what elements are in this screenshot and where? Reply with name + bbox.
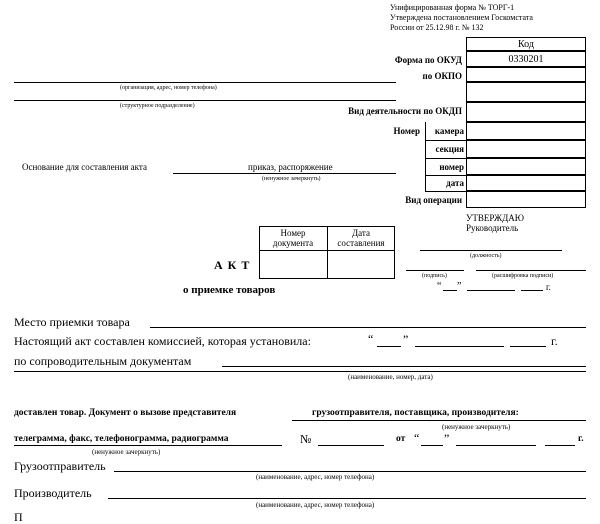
signature-caption: (подпись) bbox=[422, 273, 447, 279]
form-header-line3: России от 25.12.98 г. № 132 bbox=[390, 23, 484, 32]
nenuzhnoe-caption-1: (ненужное зачеркнуть) bbox=[442, 423, 511, 431]
ot-label: от bbox=[396, 434, 406, 444]
basis-line bbox=[173, 173, 396, 174]
approve-month-line bbox=[467, 290, 515, 291]
ot-quote-open: “ bbox=[414, 431, 420, 445]
ot-year-label: г. bbox=[578, 434, 584, 444]
okpo-label: по ОКПО bbox=[422, 71, 462, 81]
department-caption: (структурное подразделение) bbox=[120, 103, 195, 109]
telegramma-line bbox=[14, 445, 282, 446]
divider bbox=[425, 158, 466, 159]
kamera-value-cell bbox=[466, 122, 586, 140]
form-header-line1: Унифицированная форма № ТОРГ-1 bbox=[390, 3, 515, 12]
okdp-label: Вид деятельности по ОКДП bbox=[348, 106, 462, 116]
kod-header-cell bbox=[466, 37, 586, 51]
commission-quote-open: “ bbox=[368, 332, 374, 346]
form-header-line2: Утверждена постановлением Госкомстата bbox=[390, 13, 533, 22]
ot-year-line bbox=[545, 445, 575, 446]
ot-month-line bbox=[456, 445, 536, 446]
sekciya-label: секция bbox=[435, 144, 464, 154]
approve-year-line bbox=[521, 290, 543, 291]
soprovod-caption: (наименование, номер, дата) bbox=[348, 373, 433, 381]
okdp-value-cell bbox=[466, 102, 586, 122]
soprovod-line bbox=[222, 366, 586, 367]
department-line bbox=[14, 100, 396, 101]
approve-day-line bbox=[443, 290, 457, 291]
okpo-value-cell bbox=[466, 67, 586, 82]
next-line-label: П bbox=[14, 510, 23, 524]
gruzootpr-options: грузоотправителя, поставщика, производителя: bbox=[312, 408, 519, 418]
basis-value: приказ, распоряжение bbox=[248, 162, 333, 172]
soprovod-line-2 bbox=[14, 371, 586, 372]
rukovoditel-label: Руководитель bbox=[466, 223, 519, 233]
vid-operacii-value-cell bbox=[466, 191, 586, 208]
commission-day-line bbox=[377, 346, 401, 347]
proizvoditel-label: Производитель bbox=[14, 486, 92, 500]
doc-number-header: Номер документа bbox=[272, 228, 314, 248]
approve-quote-open: “ bbox=[437, 281, 442, 292]
commission-year-line bbox=[510, 346, 546, 347]
commission-year-label: г. bbox=[551, 334, 558, 348]
okud-value-cell bbox=[466, 51, 586, 67]
nenuzhnoe-caption-2: (ненужное зачеркнуть) bbox=[92, 448, 161, 456]
position-line bbox=[420, 250, 562, 251]
divider bbox=[425, 191, 466, 192]
signature-line bbox=[406, 270, 464, 271]
ot-day-line bbox=[421, 445, 443, 446]
signature-decode-line bbox=[476, 270, 586, 271]
basis-label: Основание для составления акта bbox=[22, 162, 147, 172]
proizvoditel-caption: (наименование, адрес, номер телефона) bbox=[256, 501, 375, 509]
nomer-value-cell bbox=[466, 158, 586, 175]
gruzootpravitel-label: Грузоотправитель bbox=[14, 459, 106, 473]
divider bbox=[425, 175, 466, 176]
commission-quote-close: ” bbox=[403, 332, 409, 346]
okud-value: 0330201 bbox=[508, 54, 544, 65]
okud-label: Форма по ОКУД bbox=[394, 55, 462, 65]
proizvoditel-line bbox=[108, 498, 586, 499]
mesto-label: Место приемки товара bbox=[14, 315, 130, 329]
gruzootpravitel-caption: (наименование, адрес, номер телефона) bbox=[256, 473, 375, 481]
act-subtitle: о приемке товаров bbox=[183, 284, 276, 296]
organization-caption: (организация, адрес, номер телефона) bbox=[120, 85, 217, 91]
dostavlen-label: доставлен товар. Документ о вызове представителя bbox=[14, 408, 237, 418]
gruzootpravitel-line bbox=[114, 471, 586, 472]
position-caption: (должность) bbox=[470, 253, 502, 259]
approve-year-label: г. bbox=[546, 282, 551, 292]
approve-quote-close: ” bbox=[457, 281, 462, 292]
divider bbox=[259, 250, 395, 251]
commission-label: Настоящий акт составлен комиссией, которая установила: bbox=[14, 334, 311, 348]
commission-month-line bbox=[415, 346, 504, 347]
document-number-line bbox=[318, 445, 384, 446]
ot-quote-close: ” bbox=[444, 431, 450, 445]
divider bbox=[425, 140, 466, 141]
telegramma-options: телеграмма, факс, телефонограмма, радиограмма bbox=[14, 434, 229, 444]
blank-code-cell-1 bbox=[466, 82, 586, 102]
nomer-label: номер bbox=[439, 162, 464, 172]
sekciya-value-cell bbox=[466, 140, 586, 158]
data-label: дата bbox=[446, 178, 464, 188]
mesto-line bbox=[150, 327, 586, 328]
organization-line bbox=[14, 82, 396, 83]
kod-label: Код bbox=[518, 39, 534, 50]
data-value-cell bbox=[466, 175, 586, 191]
basis-caption: (ненужное зачеркнуть) bbox=[262, 176, 321, 182]
signature-decode-caption: (расшифровка подписи) bbox=[492, 273, 554, 279]
dostavlen-line bbox=[292, 420, 586, 421]
kamera-label: камера bbox=[434, 126, 464, 136]
vid-operacii-label: Вид операции bbox=[405, 195, 462, 205]
soprovod-label: по сопроводительным документам bbox=[14, 354, 192, 368]
utverzhdayu-label: УТВЕРЖДАЮ bbox=[466, 213, 525, 223]
act-title: А К Т bbox=[214, 258, 251, 272]
doc-date-header: Дата составления bbox=[337, 228, 385, 248]
nomer-group-label: Номер bbox=[393, 126, 420, 136]
document-number-sign: № bbox=[300, 432, 312, 446]
